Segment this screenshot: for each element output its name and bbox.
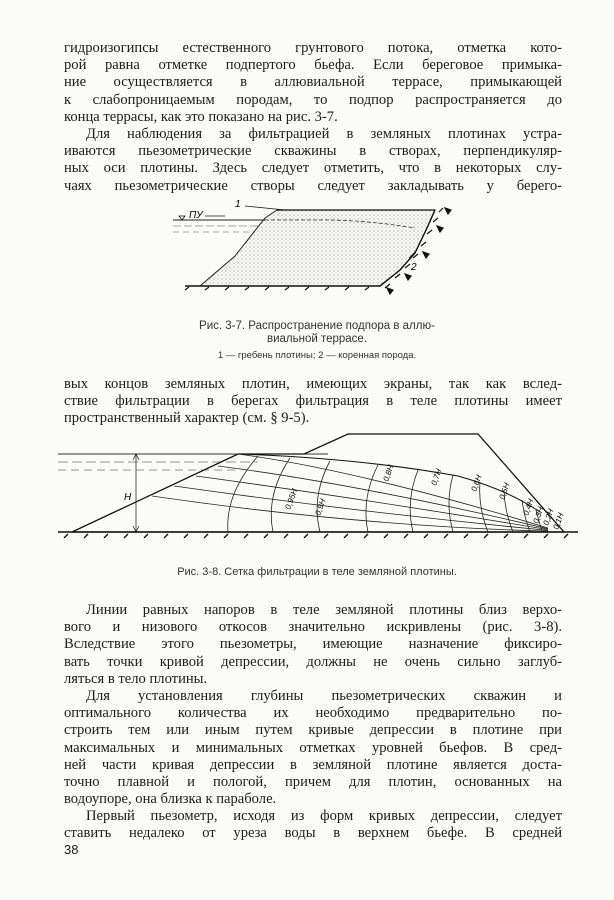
text-line: Линии равных напоров в теле земляной плотины близ верхо- (86, 602, 562, 618)
label-crest: 1 (235, 199, 241, 210)
equipotential-line (449, 475, 453, 532)
equipotential-line (317, 461, 330, 532)
paragraph-3 (64, 376, 562, 428)
text-line: Вследствие этого пьезометры, имеющие назначение фиксиро- (64, 636, 562, 653)
text-line: ляться в тело плотины. (64, 670, 208, 687)
caption-title: Рис. 3-7. Распространение подпора в аллю- (199, 320, 435, 332)
text-line: ных оси плотины. Здесь следует отметить, что в некоторых слу- (64, 160, 562, 177)
figure-3-8-caption: Рис. 3-8. Сетка фильтрации в теле земляной плотины. (177, 566, 457, 578)
upstream-water (173, 220, 265, 232)
text-line: Для установления глубины пьезометрических скважин и (86, 688, 562, 704)
isoline-label: 0,8H (381, 463, 396, 483)
text-line: вать точки кривой депрессии, должны не очень сильно заглуб- (64, 653, 562, 670)
label-water-level: ПУ (189, 210, 203, 221)
text-line: оптимального количества их необходимо предварительно по- (64, 705, 562, 722)
text-line: к слабопроницаемым породам, то подпор распространяется до (64, 91, 562, 108)
isoline-label: 0,1H (551, 511, 566, 531)
text-line: Для наблюдения за фильтрацией в земляных плотинах устра- (86, 126, 562, 142)
text-line: иваются пьезометрические скважины в створах, перпендикуляр- (64, 143, 562, 160)
text-line: конца террасы, как это показано на рис. 3-7. (64, 108, 338, 125)
text-line: точно плавной и пологой, причем для плотин, основанных на (64, 774, 562, 791)
streamline (152, 496, 548, 531)
text-line: гидроизогипсы естественного грунтового потока, отметка кото- (64, 40, 562, 56)
figure-3-7-caption (150, 320, 484, 362)
isoline-label: 0,4H (521, 497, 536, 517)
paragraph-4 (64, 602, 562, 688)
isoline-label: 0,7H (429, 467, 444, 487)
paragraph-1 (64, 40, 562, 126)
label-bedrock: 2 (411, 262, 417, 273)
label-head: H (124, 492, 132, 503)
text-line: ние осуществляется в аллювиальной террасе, примыкающей (64, 74, 562, 91)
text-line: рой равна отметке подпертого бьефа. Если береговое примыка- (64, 57, 562, 74)
figure-3-7-diagram (165, 198, 465, 308)
isoline-label: 0,95H (283, 487, 300, 511)
text-line: вого и низового откосов значительно искривлены (рис. 3-8). (64, 619, 562, 636)
isoline-label: 0,2H (541, 507, 556, 527)
water-level-marker (179, 216, 185, 220)
paragraph-6 (64, 808, 562, 842)
streamline (174, 486, 548, 530)
caption-legend: 1 — гребень плотины; 2 — коренная порода. (217, 350, 417, 361)
paragraph-2 (64, 126, 562, 195)
equipotential-line (410, 470, 418, 532)
text-line: вых концов земляных плотин, имеющих экраны, так как вслед- (64, 376, 562, 392)
text-line: ставить недалеко от уреза воды в верхнем бьефе. В средней (64, 825, 562, 842)
caption-title: виальной террасе. (266, 333, 368, 345)
isoline-label: 0,5H (497, 481, 512, 501)
text-line: ней части кривая депрессии в земляной плотине является доста- (64, 756, 562, 773)
paragraph-5 (64, 688, 562, 808)
streamlines (152, 454, 548, 531)
isoline-label: 0,6H (469, 473, 484, 493)
dam-outline (72, 434, 564, 532)
figure-3-8-diagram (58, 430, 578, 558)
text-line: максимальных и минимальных отметках уровней бьефов. В сред- (64, 739, 562, 756)
base-hatching (64, 534, 568, 538)
isoline-label: 0,3H (531, 505, 546, 525)
text-line: Первый пьезометр, исходя из форм кривых депрессии, следует (86, 808, 562, 824)
isoline-label: 0,9H (313, 497, 328, 517)
page-number: 38 (64, 842, 79, 857)
text-line: строить тем или иным путем кривые депрессии в плотине при (64, 722, 562, 739)
text-line: водоупоре, она близка к параболе. (64, 791, 277, 808)
head-dimension (133, 454, 139, 532)
text-line: пространственный характер (см. § 9-5). (64, 410, 310, 427)
text-line: чаях пьезометрические створы следует закладывать у берего- (64, 177, 562, 194)
text-line: ствие фильтрации в берегах фильтрация в теле плотины имеет (64, 393, 562, 410)
